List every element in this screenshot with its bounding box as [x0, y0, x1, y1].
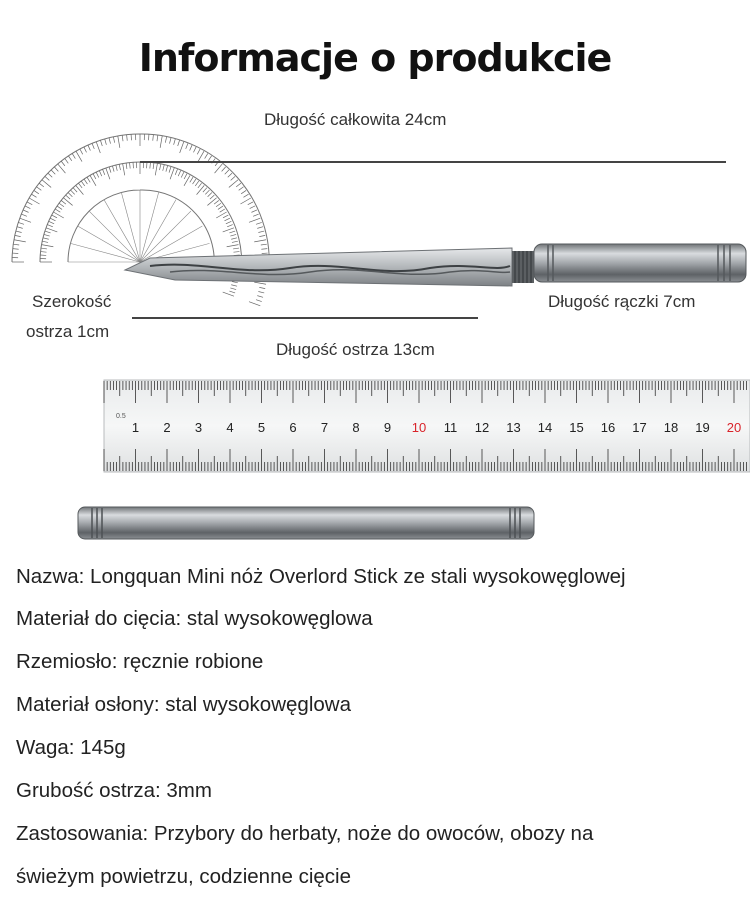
ruler-number: 9 — [383, 420, 392, 435]
handle-length-label: Długość rączki 7cm — [548, 292, 696, 311]
spec-blade-thickness: Grubość ostrza: 3mm — [16, 779, 212, 802]
blade-width-label-line2: ostrza 1cm — [26, 322, 110, 341]
blade-length-line — [132, 317, 478, 319]
ruler-number: 16 — [600, 420, 616, 435]
ruler-number: 2 — [163, 420, 171, 435]
ruler-number: 7 — [320, 420, 329, 435]
page-title: Informacje o produkcie — [138, 36, 612, 80]
ruler-number: 1 — [131, 420, 140, 435]
ruler-number: 12 — [474, 420, 490, 435]
ruler-number: 15 — [569, 420, 584, 435]
ruler-number: 3 — [194, 420, 203, 435]
spec-weight: Waga: 145g — [16, 736, 126, 759]
sheath-graphic — [78, 507, 534, 539]
total-length-line — [140, 161, 726, 163]
ruler-number: 10 — [411, 420, 427, 435]
spec-uses-line1: Zastosowania: Przybory do herbaty, noże do owoców, obozy na — [16, 822, 594, 845]
spec-sheath-material: Materiał osłony: stal wysokowęglowa — [16, 693, 351, 716]
ruler-number: 6 — [289, 420, 297, 435]
ruler-number: 14 — [537, 420, 553, 435]
spec-craft: Rzemiosło: ręcznie robione — [16, 650, 264, 673]
spec-name: Nazwa: Longquan Mini nóż Overlord Stick ze stali wysokowęglowej — [16, 565, 626, 588]
ruler-small-label: 0.5 — [116, 413, 126, 420]
ruler-graphic — [104, 380, 750, 472]
ruler-number: 20 — [726, 420, 742, 435]
ruler-number: 17 — [632, 420, 647, 435]
ruler-number: 19 — [695, 420, 710, 435]
ruler-number: 18 — [663, 420, 679, 435]
blade-length-label: Długość ostrza 13cm — [276, 340, 435, 359]
spec-uses-line2: świeżym powietrzu, codzienne cięcie — [16, 865, 351, 888]
total-length-label: Długość całkowita 24cm — [264, 110, 447, 129]
ruler-number: 8 — [352, 420, 360, 435]
ruler-number: 11 — [443, 420, 458, 435]
ruler-number: 5 — [257, 420, 266, 435]
ruler-number: 13 — [506, 420, 521, 435]
blade-width-label-line1: Szerokość — [32, 292, 112, 311]
ruler-number: 4 — [226, 420, 234, 435]
knife-graphic — [125, 244, 746, 286]
spec-cutting-material: Materiał do cięcia: stal wysokowęglowa — [16, 607, 373, 630]
